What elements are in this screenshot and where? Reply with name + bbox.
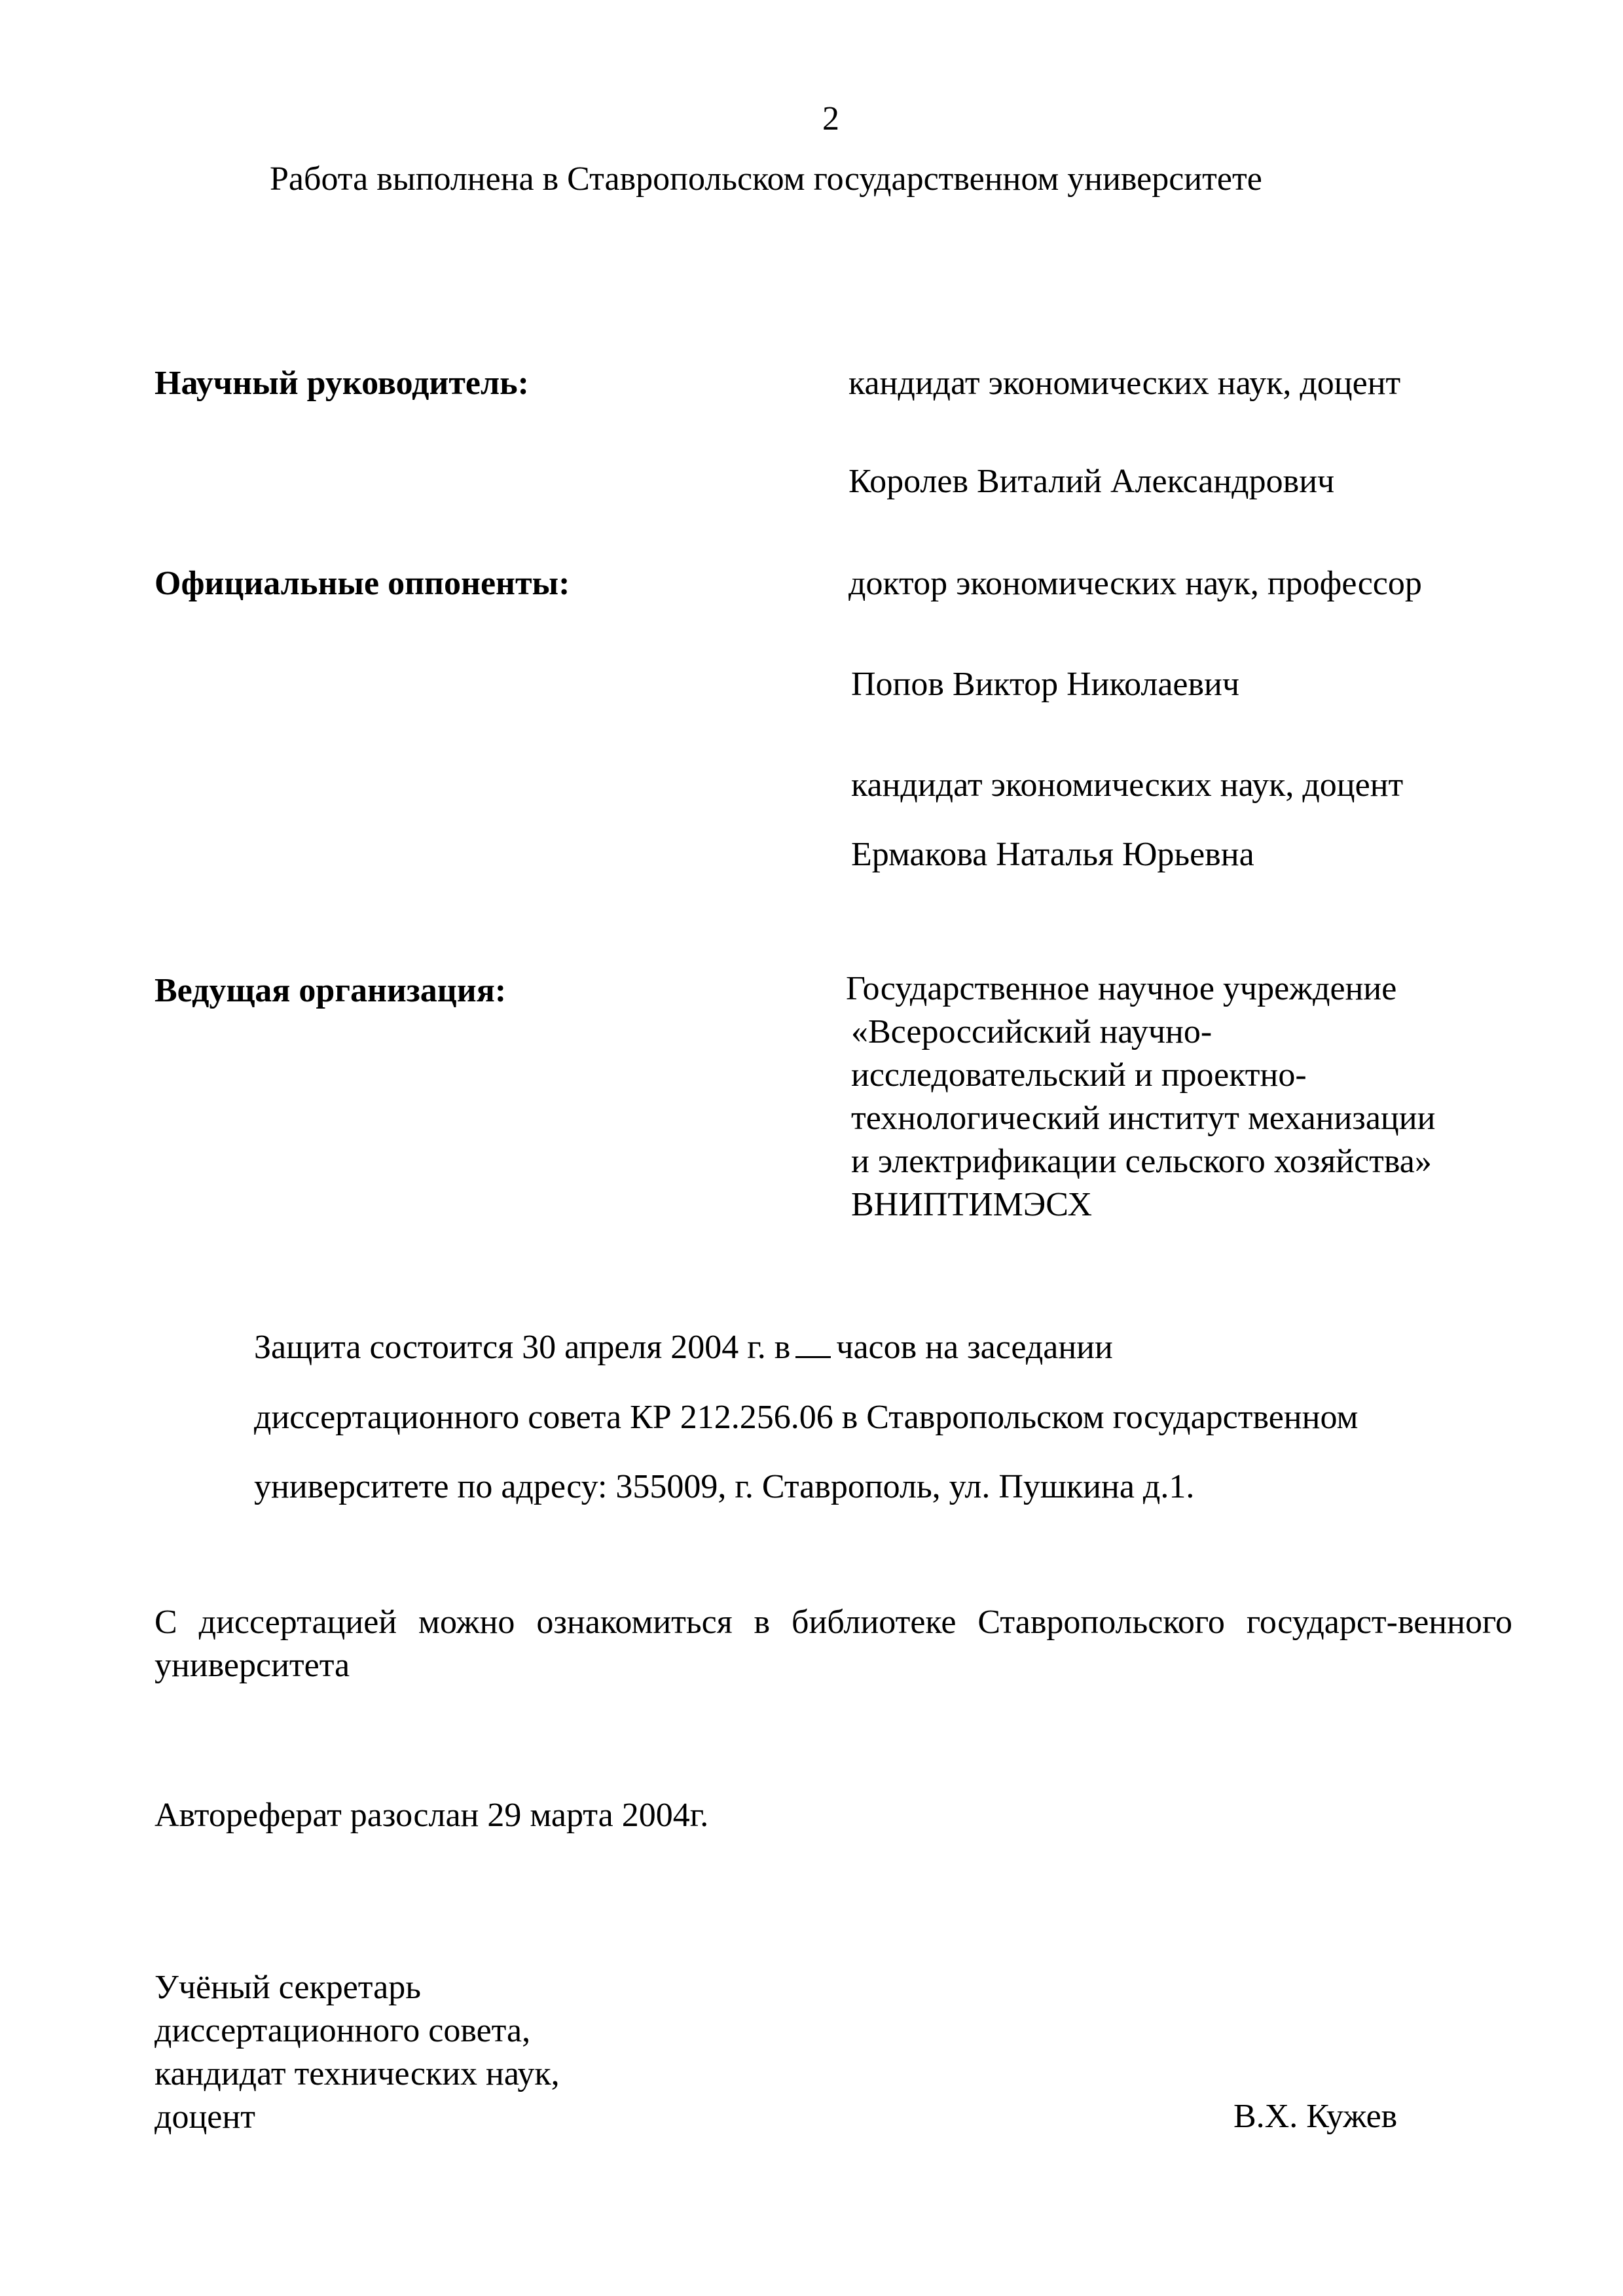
secretary-line: кандидат технических наук, [155, 2055, 560, 2092]
defense-line-1 [254, 1327, 1113, 1367]
secretary-name: В.Х. Кужев [1233, 2098, 1398, 2135]
library-note: С диссертацией можно ознакомиться в библиотеке Ставропольского государст-венного университета [155, 1604, 1512, 1684]
page-number: 2 [822, 100, 839, 137]
defense-line-2: диссертационного совета КР 212.256.06 в Ставропольском государственном [254, 1399, 1359, 1436]
leading-org-text [846, 967, 1435, 1227]
secretary-line: доцент [155, 2098, 255, 2136]
leading-org-line: ВНИПТИМЭСХ [851, 1186, 1093, 1223]
sent-date: Автореферат разослан 29 марта 2004г. [155, 1797, 709, 1834]
secretary-line: диссертационного совета, [155, 2012, 531, 2049]
defense-line-1-start: Защита состоится 30 апреля 2004 г. в [254, 1329, 791, 1366]
leading-org-line: «Всероссийский научно- [851, 1013, 1213, 1050]
supervisor-degree: кандидат экономических наук, доцент [848, 365, 1401, 402]
opponent-2-name: Ермакова Наталья Юрьевна [851, 836, 1254, 873]
opponent-1-name: Попов Виктор Николаевич [851, 666, 1240, 703]
defense-line-1-end: часов на заседании [836, 1329, 1113, 1366]
secretary-block [155, 1966, 560, 2139]
opponent-1-degree: доктор экономических наук, профессор [848, 565, 1422, 602]
leading-org-line: технологический институт механизации [851, 1100, 1436, 1137]
secretary-line: Учёный секретарь [155, 1969, 421, 2006]
leading-org-label: Ведущая организация: [155, 972, 507, 1009]
supervisor-label: Научный руководитель: [155, 365, 529, 402]
supervisor-name: Королев Виталий Александрович [848, 463, 1335, 500]
header-line: Работа выполнена в Ставропольском государственном университете [270, 160, 1262, 198]
leading-org-line: Государственное научное учреждение [846, 970, 1397, 1007]
leading-org-line: и электрификации сельского хозяйства» [851, 1143, 1432, 1180]
leading-org-line: исследовательский и проектно- [851, 1056, 1307, 1094]
defense-line-3: университете по адресу: 355009, г. Ставрополь, ул. Пушкина д.1. [254, 1468, 1195, 1505]
opponent-2-degree: кандидат экономических наук, доцент [851, 766, 1404, 804]
opponents-label: Официальные оппоненты: [155, 565, 570, 602]
hour-blank [795, 1327, 831, 1358]
